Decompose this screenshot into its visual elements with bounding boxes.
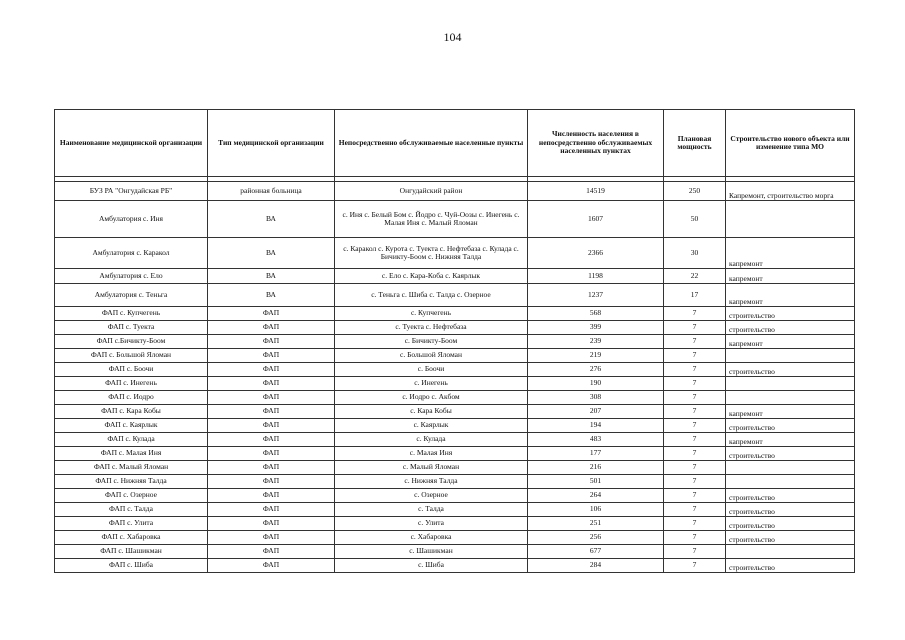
cell-capacity: 7	[664, 461, 726, 475]
cell-served-points: с. Каракол с. Курота с. Туекта с. Нефтебаза с. Кулада с. Бичикту-Боом с. Нижняя Талда	[335, 238, 528, 269]
cell-org-name: ФАП с. Малая Иня	[55, 447, 208, 461]
cell-construction	[726, 377, 855, 391]
cell-capacity: 22	[664, 269, 726, 284]
cell-capacity: 7	[664, 405, 726, 419]
cell-population: 1198	[528, 269, 664, 284]
cell-served-points: Онгудайский район	[335, 182, 528, 201]
cell-org-type: ВА	[208, 201, 335, 238]
cell-org-type: ФАП	[208, 321, 335, 335]
cell-capacity: 7	[664, 475, 726, 489]
cell-population: 177	[528, 447, 664, 461]
cell-construction: строительство	[726, 447, 855, 461]
cell-org-name: Амбулатория с. Каракол	[55, 238, 208, 269]
cell-population: 239	[528, 335, 664, 349]
table-row	[55, 475, 855, 489]
cell-capacity: 7	[664, 531, 726, 545]
cell-org-name: Амбулатория с. Ело	[55, 269, 208, 284]
header-population: Численность населения в непосредственно обслуживаемых населенных пунктах	[528, 110, 664, 177]
cell-org-name: ФАП с. Нижняя Талда	[55, 475, 208, 489]
cell-org-name: Амбулатория с. Иня	[55, 201, 208, 238]
table-row	[55, 363, 855, 377]
cell-construction: Капремонт, строительство морга	[726, 182, 855, 201]
cell-org-type: ФАП	[208, 307, 335, 321]
cell-construction: строительство	[726, 489, 855, 503]
cell-org-type: ФАП	[208, 377, 335, 391]
cell-population: 256	[528, 531, 664, 545]
table-row	[55, 559, 855, 573]
table-row	[55, 377, 855, 391]
cell-served-points: с. Иодро с. Акбом	[335, 391, 528, 405]
page-number: 104	[443, 30, 462, 44]
cell-org-type: ФАП	[208, 489, 335, 503]
cell-org-name: ФАП с. Каярлык	[55, 419, 208, 433]
cell-capacity: 7	[664, 517, 726, 531]
cell-served-points: с. Иня с. Белый Бом с. Йодро с. Чуй-Оозы с. Инегень с. Малая Иня с. Малый Яломан	[335, 201, 528, 238]
cell-served-points: с. Малый Яломан	[335, 461, 528, 475]
cell-population: 677	[528, 545, 664, 559]
cell-construction: строительство	[726, 321, 855, 335]
cell-construction: строительство	[726, 307, 855, 321]
cell-population: 501	[528, 475, 664, 489]
cell-construction: строительство	[726, 363, 855, 377]
cell-population: 483	[528, 433, 664, 447]
table-row	[55, 461, 855, 475]
cell-construction: строительство	[726, 419, 855, 433]
cell-served-points: с. Купчегень	[335, 307, 528, 321]
table-row	[55, 307, 855, 321]
table-row	[55, 447, 855, 461]
cell-served-points: с. Малая Иня	[335, 447, 528, 461]
cell-population: 308	[528, 391, 664, 405]
cell-population: 276	[528, 363, 664, 377]
cell-org-name: ФАП с. Талда	[55, 503, 208, 517]
cell-org-type: ФАП	[208, 335, 335, 349]
cell-construction: строительство	[726, 503, 855, 517]
cell-capacity: 7	[664, 447, 726, 461]
cell-capacity: 7	[664, 545, 726, 559]
table-row	[55, 391, 855, 405]
cell-population: 219	[528, 349, 664, 363]
cell-served-points: с. Туекта с. Нефтебаза	[335, 321, 528, 335]
cell-served-points: с. Инегень	[335, 377, 528, 391]
cell-served-points: с. Ело с. Кара-Коба с. Каярлык	[335, 269, 528, 284]
cell-construction: строительство	[726, 531, 855, 545]
cell-served-points: с. Боочи	[335, 363, 528, 377]
cell-population: 1237	[528, 284, 664, 307]
table-row	[55, 284, 855, 307]
cell-served-points: с. Кулада	[335, 433, 528, 447]
cell-org-type: ФАП	[208, 391, 335, 405]
cell-org-name: ФАП с. Хабаровка	[55, 531, 208, 545]
cell-org-type: ВА	[208, 284, 335, 307]
table-row	[55, 269, 855, 284]
cell-org-name: ФАП с. Инегень	[55, 377, 208, 391]
cell-org-type: ФАП	[208, 531, 335, 545]
cell-served-points: с. Шиба	[335, 559, 528, 573]
cell-served-points: с. Улита	[335, 517, 528, 531]
cell-org-name: ФАП с. Туекта	[55, 321, 208, 335]
cell-org-type: ФАП	[208, 475, 335, 489]
cell-org-name: ФАП с. Шиба	[55, 559, 208, 573]
cell-population: 251	[528, 517, 664, 531]
cell-construction	[726, 201, 855, 238]
cell-population: 399	[528, 321, 664, 335]
cell-served-points: с. Талда	[335, 503, 528, 517]
table-row	[55, 531, 855, 545]
cell-population: 207	[528, 405, 664, 419]
cell-org-name: ФАП с. Малый Яломан	[55, 461, 208, 475]
cell-served-points: с. Нижняя Талда	[335, 475, 528, 489]
table-row	[55, 517, 855, 531]
cell-org-type: ВА	[208, 269, 335, 284]
cell-org-type: ФАП	[208, 349, 335, 363]
cell-population: 568	[528, 307, 664, 321]
cell-served-points: с. Кара Кобы	[335, 405, 528, 419]
cell-population: 264	[528, 489, 664, 503]
cell-org-type: районная больница	[208, 182, 335, 201]
cell-org-type: ФАП	[208, 503, 335, 517]
cell-org-type: ВА	[208, 238, 335, 269]
cell-population: 14519	[528, 182, 664, 201]
cell-org-type: ФАП	[208, 461, 335, 475]
cell-org-type: ФАП	[208, 419, 335, 433]
cell-population: 2366	[528, 238, 664, 269]
cell-capacity: 7	[664, 335, 726, 349]
cell-served-points: с. Шашикман	[335, 545, 528, 559]
cell-capacity: 50	[664, 201, 726, 238]
cell-capacity: 7	[664, 433, 726, 447]
header-construction: Строительство нового объекта или изменение типа МО	[726, 110, 855, 177]
cell-org-type: ФАП	[208, 405, 335, 419]
table-row	[55, 349, 855, 363]
cell-construction	[726, 545, 855, 559]
cell-construction	[726, 475, 855, 489]
cell-construction: капремонт	[726, 269, 855, 284]
cell-org-name: ФАП с. Шашикман	[55, 545, 208, 559]
table-row	[55, 545, 855, 559]
cell-served-points: с. Каярлык	[335, 419, 528, 433]
header-org-type: Тип медицинской организации	[208, 110, 335, 177]
cell-capacity: 7	[664, 321, 726, 335]
cell-population: 1607	[528, 201, 664, 238]
cell-capacity: 7	[664, 489, 726, 503]
cell-served-points: с. Большой Яломан	[335, 349, 528, 363]
cell-org-name: ФАП с. Озерное	[55, 489, 208, 503]
cell-capacity: 7	[664, 363, 726, 377]
cell-org-type: ФАП	[208, 363, 335, 377]
cell-construction: капремонт	[726, 335, 855, 349]
cell-construction: строительство	[726, 517, 855, 531]
table-row	[55, 201, 855, 238]
cell-population: 194	[528, 419, 664, 433]
medical-organizations-table	[54, 109, 855, 573]
table-row	[55, 489, 855, 503]
cell-capacity: 30	[664, 238, 726, 269]
cell-org-name: ФАП с. Купчегень	[55, 307, 208, 321]
table-row	[55, 405, 855, 419]
cell-construction	[726, 349, 855, 363]
cell-org-name: Амбулатория с. Теньга	[55, 284, 208, 307]
table-row	[55, 433, 855, 447]
cell-org-name: ФАП с. Кара Кобы	[55, 405, 208, 419]
cell-capacity: 7	[664, 503, 726, 517]
cell-capacity: 7	[664, 349, 726, 363]
cell-population: 216	[528, 461, 664, 475]
cell-org-name: ФАП с.Бичикту-Боом	[55, 335, 208, 349]
cell-org-type: ФАП	[208, 559, 335, 573]
table-row	[55, 419, 855, 433]
table-body	[55, 182, 855, 573]
cell-org-name: ФАП с. Кулада	[55, 433, 208, 447]
cell-construction: капремонт	[726, 238, 855, 269]
cell-served-points: с. Бичикту-Боом	[335, 335, 528, 349]
cell-org-type: ФАП	[208, 433, 335, 447]
cell-served-points: с. Озерное	[335, 489, 528, 503]
cell-construction: капремонт	[726, 284, 855, 307]
cell-org-type: ФАП	[208, 517, 335, 531]
cell-capacity: 7	[664, 419, 726, 433]
cell-population: 106	[528, 503, 664, 517]
cell-capacity: 7	[664, 391, 726, 405]
cell-capacity: 7	[664, 307, 726, 321]
cell-population: 284	[528, 559, 664, 573]
cell-org-type: ФАП	[208, 545, 335, 559]
cell-construction	[726, 461, 855, 475]
cell-capacity: 17	[664, 284, 726, 307]
cell-population: 190	[528, 377, 664, 391]
table-header-row	[55, 110, 855, 177]
cell-org-name: ФАП с. Боочи	[55, 363, 208, 377]
cell-construction: капремонт	[726, 405, 855, 419]
header-org-name: Наименование медицинской организации	[55, 110, 208, 177]
table-row	[55, 335, 855, 349]
table-row	[55, 238, 855, 269]
cell-construction: строительство	[726, 559, 855, 573]
table-row	[55, 321, 855, 335]
table-row	[55, 503, 855, 517]
cell-construction: капремонт	[726, 433, 855, 447]
cell-capacity: 7	[664, 377, 726, 391]
cell-org-name: БУЗ РА "Онгудайская РБ"	[55, 182, 208, 201]
cell-org-name: ФАП с. Иодро	[55, 391, 208, 405]
cell-org-name: ФАП с. Улита	[55, 517, 208, 531]
header-served-points: Непосредственно обслуживаемые населенные пункты	[335, 110, 528, 177]
cell-capacity: 250	[664, 182, 726, 201]
cell-org-type: ФАП	[208, 447, 335, 461]
cell-served-points: с. Хабаровка	[335, 531, 528, 545]
cell-capacity: 7	[664, 559, 726, 573]
cell-org-name: ФАП с. Большой Яломан	[55, 349, 208, 363]
header-capacity: Плановая мощность	[664, 110, 726, 177]
cell-served-points: с. Теньга с. Шиба с. Талда с. Озерное	[335, 284, 528, 307]
table-row	[55, 182, 855, 201]
cell-construction	[726, 391, 855, 405]
